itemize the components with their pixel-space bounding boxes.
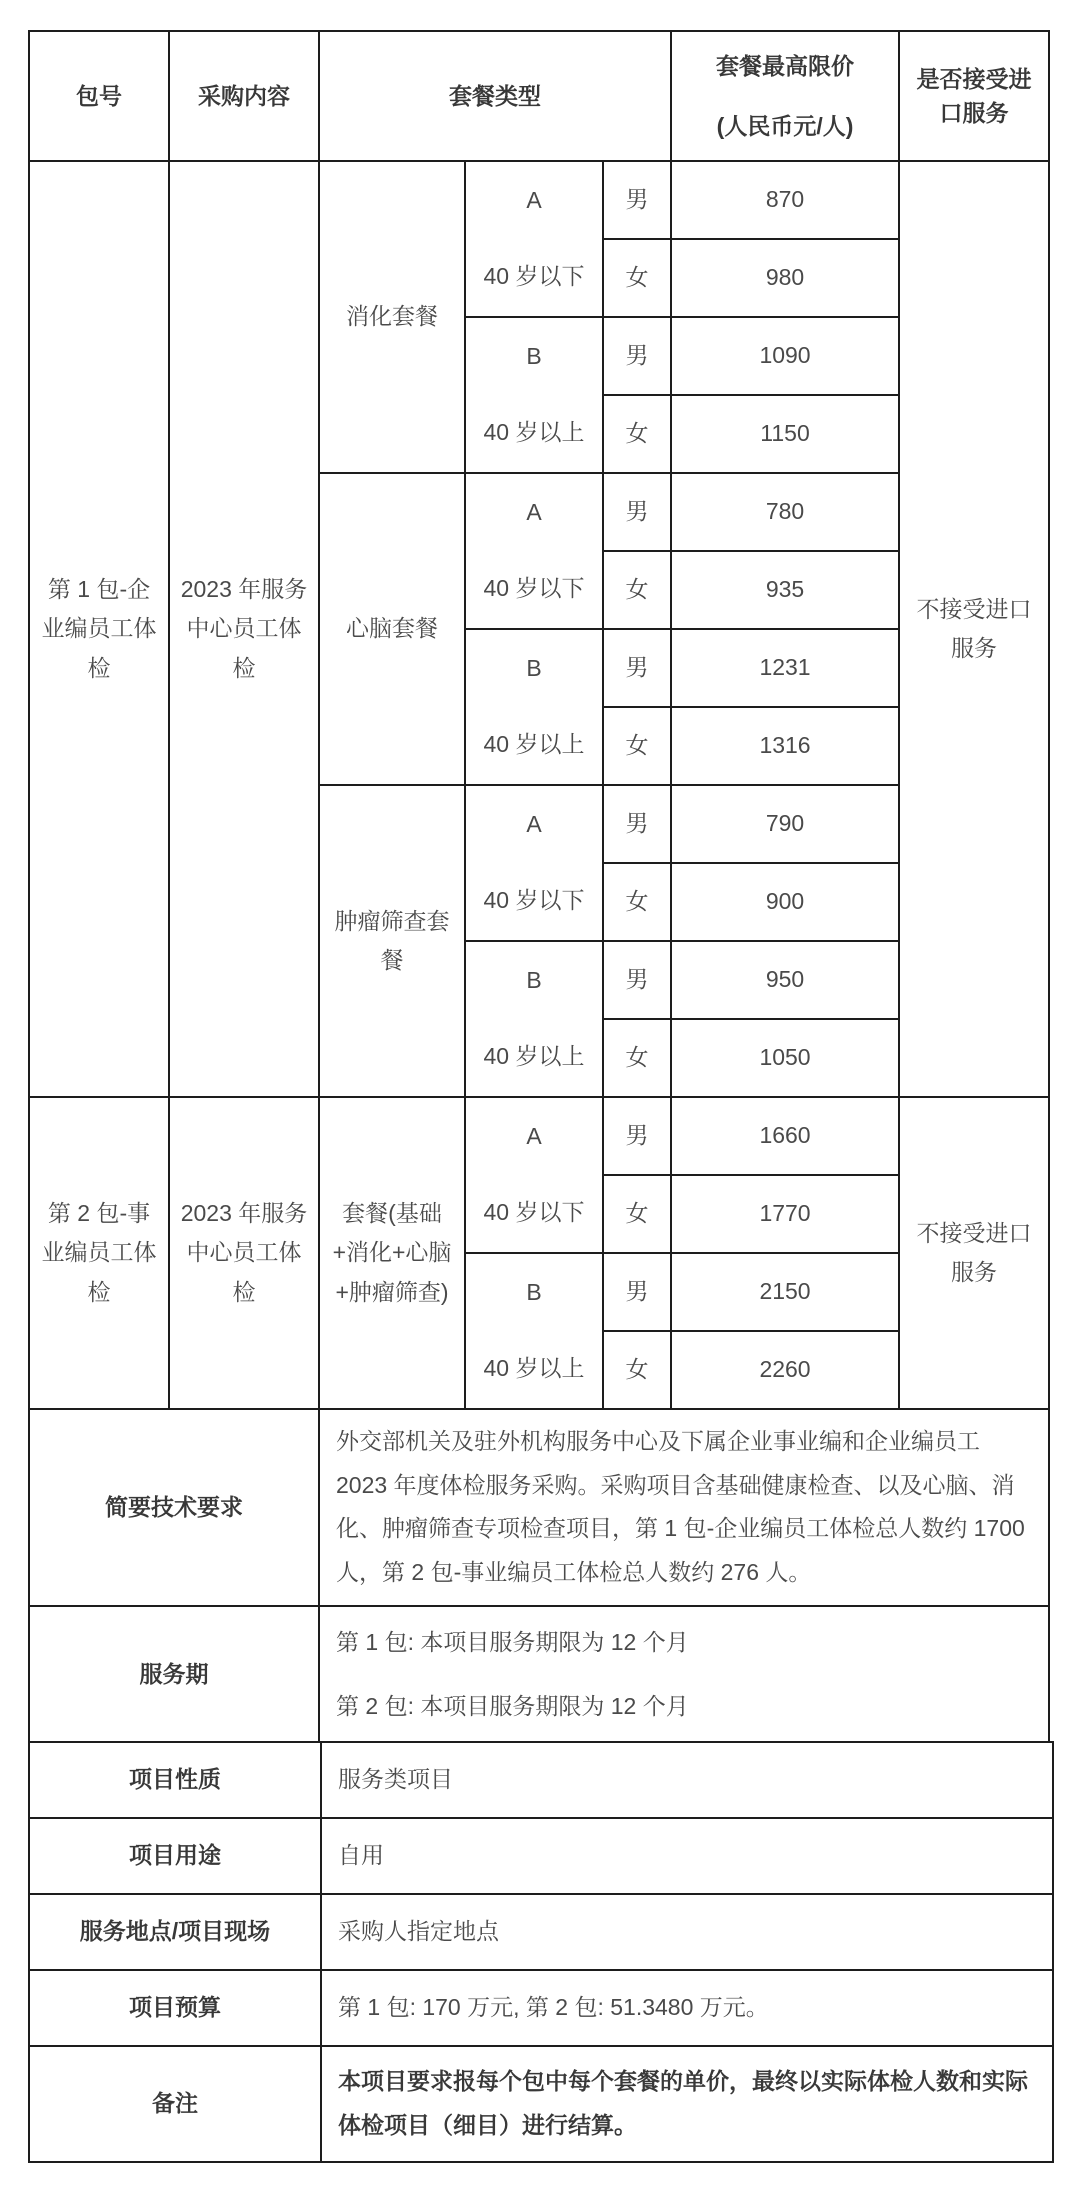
gender-cell: 女 (603, 863, 671, 941)
remarks-label: 备注 (29, 2046, 321, 2162)
price-cell: 1090 (671, 317, 899, 395)
project-nature-value: 服务类项目 (321, 1742, 1053, 1818)
header-procurement-content: 采购内容 (169, 31, 319, 161)
age-label: 40 岁以上 (483, 1355, 585, 1382)
gender-cell: 女 (603, 551, 671, 629)
age-label: 40 岁以上 (483, 1043, 585, 1070)
package-1-no-cell: 第 1 包-企业编员工体检 (29, 161, 169, 1097)
gender-cell: 女 (603, 1175, 671, 1253)
price-cell: 935 (671, 551, 899, 629)
project-budget-label: 项目预算 (29, 1970, 321, 2046)
gender-cell: 女 (603, 395, 671, 473)
project-nature-label: 项目性质 (29, 1742, 321, 1818)
tier-age-cell (465, 1097, 603, 1253)
price-cell: 790 (671, 785, 899, 863)
tech-requirements-value (319, 1409, 1049, 1606)
header-max-price-line1: 套餐最高限价 (716, 52, 855, 79)
package-1-content-cell: 2023 年服务中心员工体检 (169, 161, 319, 1097)
age-label: 40 岁以上 (483, 731, 585, 758)
project-nature-row (29, 1742, 1053, 1818)
service-location-value: 采购人指定地点 (321, 1894, 1053, 1970)
plan-name-cell: 肿瘤筛查套餐 (319, 785, 465, 1097)
tier-age-cell (465, 785, 603, 941)
package-2-no-cell: 第 2 包-事业编员工体检 (29, 1097, 169, 1409)
project-use-label: 项目用途 (29, 1818, 321, 1894)
gender-cell: 男 (603, 161, 671, 239)
price-cell: 1316 (671, 707, 899, 785)
service-period-label: 服务期 (29, 1606, 319, 1744)
price-cell: 1050 (671, 1019, 899, 1097)
price-cell: 1770 (671, 1175, 899, 1253)
price-cell: 900 (671, 863, 899, 941)
project-budget-value: 第 1 包: 170 万元, 第 2 包: 51.3480 万元。 (321, 1970, 1053, 2046)
gender-cell: 男 (603, 317, 671, 395)
header-max-price (671, 31, 899, 161)
age-label: 40 岁以上 (483, 419, 585, 446)
service-location-label: 服务地点/项目现场 (29, 1894, 321, 1970)
project-use-value: 自用 (321, 1818, 1053, 1894)
tier-age-cell (465, 941, 603, 1097)
tech-requirements-label: 简要技术要求 (29, 1409, 319, 1606)
tier-label: B (526, 655, 542, 682)
table-row (29, 1097, 1049, 1175)
price-cell: 780 (671, 473, 899, 551)
age-label: 40 岁以下 (483, 887, 585, 914)
service-period-row (29, 1606, 1049, 1744)
gender-cell: 男 (603, 1097, 671, 1175)
price-cell: 1660 (671, 1097, 899, 1175)
project-use-row (29, 1818, 1053, 1894)
service-period-value (319, 1606, 1049, 1744)
gender-cell: 女 (603, 239, 671, 317)
price-cell: 980 (671, 239, 899, 317)
gender-cell: 男 (603, 473, 671, 551)
table-row (29, 161, 1049, 239)
header-package-no: 包号 (29, 31, 169, 161)
age-label: 40 岁以下 (483, 1199, 585, 1226)
table-header-row (29, 31, 1049, 161)
price-cell: 1231 (671, 629, 899, 707)
age-label: 40 岁以下 (483, 263, 585, 290)
remarks-value: 本项目要求报每个包中每个套餐的单价，最终以实际体检人数和实际体检项目（细目）进行结算。 (321, 2046, 1053, 2162)
tier-age-cell (465, 317, 603, 473)
plan-name-cell: 套餐(基础+消化+心脑+肿瘤筛查) (319, 1097, 465, 1409)
package-2-import-cell: 不接受进口服务 (899, 1097, 1049, 1409)
tier-age-cell (465, 473, 603, 629)
price-cell: 870 (671, 161, 899, 239)
tech-requirements-row (29, 1409, 1049, 1606)
plan-name-cell: 心脑套餐 (319, 473, 465, 785)
procurement-packages-table (28, 30, 1050, 1745)
service-period-package-2: 第 2 包: 本项目服务期限为 12 个月 (336, 1692, 689, 1719)
price-cell: 1150 (671, 395, 899, 473)
package-1-import-cell: 不接受进口服务 (899, 161, 1049, 1097)
gender-cell: 男 (603, 1253, 671, 1331)
header-package-type: 套餐类型 (319, 31, 671, 161)
header-max-price-line2: (人民币元/人) (716, 113, 854, 139)
tier-age-cell (465, 629, 603, 785)
age-label: 40 岁以下 (483, 575, 585, 602)
tier-label: A (526, 811, 542, 838)
tier-age-cell (465, 161, 603, 317)
package-2-content-cell: 2023 年服务中心员工体检 (169, 1097, 319, 1409)
gender-cell: 男 (603, 785, 671, 863)
price-cell: 2260 (671, 1331, 899, 1409)
service-location-row (29, 1894, 1053, 1970)
tier-label: A (526, 499, 542, 526)
gender-cell: 女 (603, 1331, 671, 1409)
price-cell: 950 (671, 941, 899, 1019)
service-period-package-1: 第 1 包: 本项目服务期限为 12 个月 (336, 1629, 689, 1656)
gender-cell: 男 (603, 941, 671, 1019)
project-budget-row (29, 1970, 1053, 2046)
price-cell: 2150 (671, 1253, 899, 1331)
gender-cell: 女 (603, 1019, 671, 1097)
tier-label: B (526, 967, 542, 994)
tier-label: B (526, 1279, 542, 1306)
header-import-service: 是否接受进口服务 (899, 31, 1049, 161)
tier-age-cell (465, 1253, 603, 1409)
project-info-table (28, 1741, 1054, 2163)
remarks-row (29, 2046, 1053, 2162)
tier-label: A (526, 1123, 542, 1150)
gender-cell: 女 (603, 707, 671, 785)
tier-label: A (526, 187, 542, 214)
gender-cell: 男 (603, 629, 671, 707)
tech-requirements-paragraph: 外交部机关及驻外机构服务中心及下属企业事业编和企业编员工 2023 年度体检服务采购。采购项目含基础健康检查、以及心脑、消化、肿瘤筛查专项检查项目，第 1 包-企业编员工体检总人数约 1700 人，第 2 包-事业编员工体检总人数约 276 人。 (336, 1428, 1025, 1586)
tier-label: B (526, 343, 542, 370)
plan-name-cell: 消化套餐 (319, 161, 465, 473)
